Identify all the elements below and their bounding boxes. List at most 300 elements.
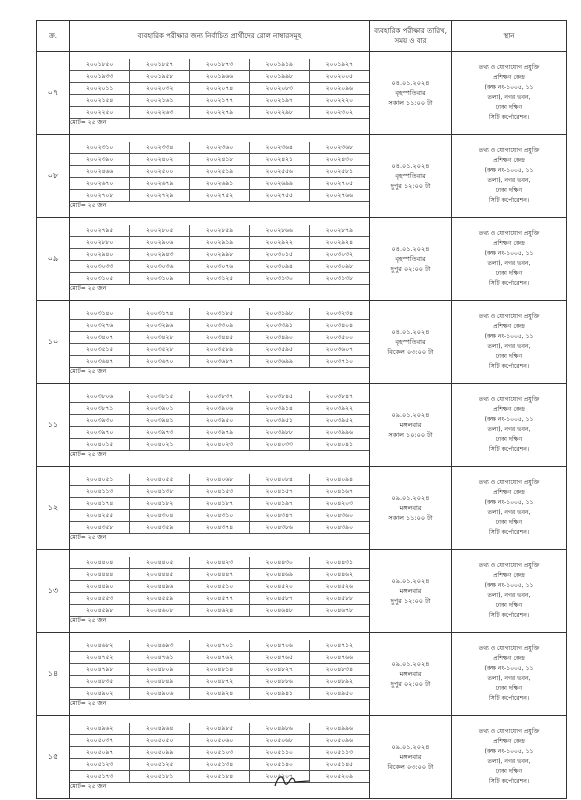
roll-number: ২০০৪৯৬২ bbox=[70, 723, 130, 735]
roll-row bbox=[70, 59, 369, 71]
roll-row bbox=[70, 225, 369, 237]
roll-number: ২০০৪০৫৫ bbox=[130, 474, 190, 486]
roll-numbers-cell bbox=[70, 218, 370, 301]
roll-number: ২০০২০০৫ bbox=[309, 71, 369, 83]
roll-row bbox=[70, 273, 369, 285]
roll-number: ২০০৪৪০৫ bbox=[130, 557, 190, 569]
roll-number: ২০০৪১১৩ bbox=[70, 486, 130, 498]
roll-number: ২০০৪৩৮৬ bbox=[249, 522, 309, 534]
roll-number: ২০০২৩৩৪ bbox=[130, 142, 190, 154]
roll-number: ২০০৪৪৯৬ bbox=[130, 581, 190, 593]
location-line: প্রশিক্ষণ কেন্দ্র bbox=[493, 240, 525, 247]
location-line: ঢাকা দক্ষিণ bbox=[495, 270, 523, 277]
exam-day: মঙ্গলবার bbox=[399, 421, 422, 429]
group-total: মোট= ২৫ জন bbox=[70, 451, 369, 460]
roll-grid bbox=[70, 723, 369, 791]
exam-location bbox=[452, 52, 567, 135]
exam-time: সকাল ১১:০০ টা bbox=[388, 99, 433, 107]
roll-number: ২০০৫১০৩ bbox=[190, 747, 250, 759]
roll-number: ২০০৫১২৫ bbox=[130, 759, 190, 771]
roll-row bbox=[70, 107, 369, 119]
schedule-group-row bbox=[37, 384, 567, 467]
roll-number: ২০০৪৪৪৭ bbox=[190, 569, 250, 581]
header-date-time: ব্যবহারিক পরীক্ষার তারিখ, সময় ও বার bbox=[370, 21, 452, 52]
exam-day: মঙ্গলবার bbox=[399, 753, 422, 761]
exam-location bbox=[452, 716, 567, 799]
location-line: সিটি কর্পোরেশন। bbox=[489, 197, 529, 204]
roll-grid bbox=[70, 640, 369, 708]
roll-number: ২০০৩৬০৭ bbox=[309, 344, 369, 356]
roll-number: ২০০৪৫২৬ bbox=[309, 581, 369, 593]
roll-number: ২০০৩০৩৩ bbox=[70, 261, 130, 273]
roll-number: ২০০৪৪২৩ bbox=[190, 557, 250, 569]
location-line: (কক্ষ নং-১০০৫, ১১ bbox=[484, 167, 534, 174]
location-line: প্রশিক্ষণ কেন্দ্র bbox=[493, 323, 525, 330]
roll-number: ২০০৪৯৮৫ bbox=[190, 723, 250, 735]
exam-date: ০৯.০১.২০২৪ bbox=[391, 494, 430, 502]
roll-number: ২০০২৩১০ bbox=[70, 142, 130, 154]
roll-number: ২০০২৯১৯ bbox=[190, 237, 250, 249]
roll-number: ২০০৪৮৮৬ bbox=[249, 676, 309, 688]
exam-datetime bbox=[370, 52, 452, 135]
location-line: প্রশিক্ষণ কেন্দ্র bbox=[493, 572, 525, 579]
roll-number: ২০০৪৩১০ bbox=[190, 510, 250, 522]
roll-numbers-cell bbox=[70, 716, 370, 799]
roll-number: ২০০৪০২১ bbox=[130, 439, 190, 451]
group-total: মোট= ২৫ জন bbox=[70, 534, 369, 543]
roll-number: ২০০১৯১৯ bbox=[249, 59, 309, 71]
exam-date: ০৪.০১.২০২৪ bbox=[391, 79, 430, 87]
roll-number: ২০০৩৯৩০ bbox=[70, 415, 130, 427]
roll-number: ২০০৪১৯৭ bbox=[249, 498, 309, 510]
roll-number: ২০০৩৯৫০ bbox=[190, 415, 250, 427]
roll-number: ২০০২৪৬৬ bbox=[70, 166, 130, 178]
roll-number: ২০০৪১৩৮ bbox=[130, 486, 190, 498]
group-total: মোট= ২৫ জন bbox=[70, 119, 369, 128]
location-line: তলা), নগর ভবন, bbox=[487, 592, 531, 599]
location-line: ঢাকা দক্ষিণ bbox=[495, 602, 523, 609]
roll-number: ২০০২৫৮১ bbox=[309, 166, 369, 178]
roll-number: ২০০৪৫৯৮ bbox=[70, 605, 130, 617]
roll-number: ২০০৫২০৯ bbox=[309, 771, 369, 783]
roll-number: ২০০২৪১৮ bbox=[190, 154, 250, 166]
location-line: ঢাকা দক্ষিণ bbox=[495, 519, 523, 526]
location-line: তলা), নগর ভবন, bbox=[487, 509, 531, 516]
roll-number: ২০০৩১৯৮ bbox=[249, 308, 309, 320]
roll-number: ২০০৩৬৭০ bbox=[130, 356, 190, 368]
roll-row bbox=[70, 154, 369, 166]
roll-number: ২০০৩৬৪৭ bbox=[70, 356, 130, 368]
roll-number: ২০০৫১৪০ bbox=[249, 759, 309, 771]
group-total: মোট= ২৫ জন bbox=[70, 700, 369, 709]
roll-number: ২০০৫০৬৮ bbox=[249, 735, 309, 747]
roll-number: ২০০৪৭৬৫ bbox=[249, 652, 309, 664]
roll-number: ২০০৩০৯৪ bbox=[249, 261, 309, 273]
roll-grid bbox=[70, 391, 369, 459]
location-line: সিটি কর্পোরেশন। bbox=[489, 695, 529, 702]
roll-grid bbox=[70, 474, 369, 542]
roll-number: ২০০৪৩৬০ bbox=[309, 510, 369, 522]
roll-number: ২০০৩৪০৪ bbox=[309, 320, 369, 332]
roll-number: ২০০৪৮৩৫ bbox=[70, 676, 130, 688]
roll-number: ২০০৩১৩০ bbox=[249, 273, 309, 285]
roll-number: ২০০৩০১৫ bbox=[249, 249, 309, 261]
roll-number: ২০০২৯৪৩ bbox=[130, 249, 190, 261]
roll-number: ২০০২০৭৪ bbox=[190, 83, 250, 95]
roll-number: ২০০২০৩২ bbox=[130, 83, 190, 95]
roll-number: ২০০৪৯৮৬ bbox=[249, 723, 309, 735]
roll-row bbox=[70, 356, 369, 368]
roll-number: ২০০২১৭৭ bbox=[190, 95, 250, 107]
roll-number: ২০০২৮৫৯ bbox=[190, 225, 250, 237]
roll-number: ২০০৪১৫৭ bbox=[249, 486, 309, 498]
location-line: তথ্য ও যোগাযোগ প্রযুক্তি bbox=[478, 562, 540, 569]
roll-row bbox=[70, 427, 369, 439]
roll-number: ২০০৪৯৪১ bbox=[249, 688, 309, 700]
roll-number: ২০০৪৭৬৬ bbox=[309, 652, 369, 664]
location-line: (কক্ষ নং-১০০৫, ১১ bbox=[484, 748, 534, 755]
roll-number: ২০০৪৮৪৯ bbox=[130, 676, 190, 688]
roll-number: ২০০৪৫২০ bbox=[249, 581, 309, 593]
roll-number: ২০০১৯৩৩ bbox=[70, 71, 130, 83]
location-line: সিটি কর্পোরেশন। bbox=[489, 446, 529, 453]
roll-number: ২০০৪৯৯৬ bbox=[309, 723, 369, 735]
location-line: (কক্ষ নং-১০০৫, ১১ bbox=[484, 250, 534, 257]
roll-number: ২০০২৮৬৬ bbox=[249, 225, 309, 237]
roll-numbers-cell bbox=[70, 550, 370, 633]
roll-row bbox=[70, 593, 369, 605]
roll-number: ২০০৪৫৫৯ bbox=[130, 593, 190, 605]
roll-number: ২০০৫১৮৪ bbox=[190, 771, 250, 783]
roll-number: ২০০৩৯৭৩ bbox=[130, 427, 190, 439]
exam-day: বৃহস্পতিবার bbox=[395, 255, 426, 263]
roll-number: ২০০২৭৯৫ bbox=[70, 225, 130, 237]
roll-number: ২০০৩৪৪৫ bbox=[190, 332, 250, 344]
exam-date: ০৯.০১.২০২৪ bbox=[391, 743, 430, 751]
location-line: তথ্য ও যোগাযোগ প্রযুক্তি bbox=[478, 396, 540, 403]
roll-number: ২০০২৮০৫ bbox=[130, 225, 190, 237]
roll-number: ২০০৪০১৫ bbox=[70, 439, 130, 451]
group-serial: ১৩ bbox=[37, 550, 70, 633]
location-line: তথ্য ও যোগাযোগ প্রযুক্তি bbox=[478, 64, 540, 71]
roll-number: ২০০৩১৭৪ bbox=[130, 308, 190, 320]
roll-row bbox=[70, 688, 369, 700]
roll-number: ২০০৪০৯৪ bbox=[309, 474, 369, 486]
roll-number: ২০০৪৯২৪ bbox=[190, 688, 250, 700]
roll-row bbox=[70, 344, 369, 356]
roll-number: ২০০৫০৬০ bbox=[190, 735, 250, 747]
roll-number: ২০০৪৩৪৭ bbox=[249, 510, 309, 522]
roll-number: ২০০৩৫০০ bbox=[309, 332, 369, 344]
roll-number: ২০০৩১২৫ bbox=[190, 273, 250, 285]
location-line: তথ্য ও যোগাযোগ প্রযুক্তি bbox=[478, 479, 540, 486]
roll-row bbox=[70, 320, 369, 332]
roll-number: ২০০২৯০৬ bbox=[130, 237, 190, 249]
roll-number: ২০০২৫০০ bbox=[130, 166, 190, 178]
roll-number: ২০০৩১৩৮ bbox=[309, 273, 369, 285]
location-line: ঢাকা দক্ষিণ bbox=[495, 104, 523, 111]
roll-number: ২০০৩৯০৬ bbox=[190, 403, 250, 415]
group-serial: ১০ bbox=[37, 301, 70, 384]
roll-number: ২০০২৭৫২ bbox=[190, 190, 250, 202]
roll-number: ২০০৪২০৩ bbox=[309, 498, 369, 510]
exam-location bbox=[452, 467, 567, 550]
roll-number: ২০০৩৬৯৯ bbox=[249, 356, 309, 368]
group-total: মোট= ২৫ জন bbox=[70, 783, 369, 792]
location-line: ঢাকা দক্ষিণ bbox=[495, 685, 523, 692]
roll-number: ২০০৩৯৭৯ bbox=[190, 427, 250, 439]
roll-row bbox=[70, 723, 369, 735]
roll-row bbox=[70, 569, 369, 581]
roll-row bbox=[70, 771, 369, 783]
roll-number: ২০০৪৪৩১ bbox=[309, 557, 369, 569]
roll-number: ২০০৩৯২২ bbox=[309, 403, 369, 415]
schedule-group-row bbox=[37, 467, 567, 550]
exam-date: ০৯.০১.২০২৪ bbox=[391, 411, 430, 419]
roll-number: ২০০২৭২৯ bbox=[130, 190, 190, 202]
roll-number: ২০০১৮৫৭ bbox=[130, 59, 190, 71]
group-serial: ১৪ bbox=[37, 633, 70, 716]
exam-time: সকাল ১১:০০ টা bbox=[388, 514, 433, 522]
roll-row bbox=[70, 249, 369, 261]
location-line: (কক্ষ নং-১০০৫, ১১ bbox=[484, 665, 534, 672]
roll-number: ২০০২০১১ bbox=[70, 83, 130, 95]
roll-number: ২০০২৪০২ bbox=[130, 154, 190, 166]
roll-row bbox=[70, 178, 369, 190]
exam-time: বিকেল ০৩:০০ টা bbox=[387, 348, 434, 356]
roll-number: ২০০৩৪০৭ bbox=[70, 332, 130, 344]
roll-number: ২০০২৩৯০ bbox=[70, 154, 130, 166]
exam-datetime bbox=[370, 550, 452, 633]
exam-day: বৃহস্পতিবার bbox=[395, 89, 426, 97]
schedule-group-row bbox=[37, 218, 567, 301]
roll-number: ২০০২১৬১ bbox=[130, 95, 190, 107]
exam-date: ০৪.০১.২০২৪ bbox=[391, 328, 430, 336]
roll-number: ২০০২২৭৯ bbox=[190, 107, 250, 119]
roll-number: ২০০৩১৪০ bbox=[70, 308, 130, 320]
roll-number: ২০০২০৮৩ bbox=[249, 83, 309, 95]
roll-numbers-cell bbox=[70, 301, 370, 384]
roll-number: ২০০৪৭৫২ bbox=[70, 652, 130, 664]
roll-row bbox=[70, 142, 369, 154]
group-total: মোট= ২৫ জন bbox=[70, 368, 369, 377]
roll-number: ২০০৪৫৭৭ bbox=[190, 593, 250, 605]
location-line: তথ্য ও যোগাযোগ প্রযুক্তি bbox=[478, 147, 540, 154]
roll-number: ২০০২২৯৮ bbox=[249, 107, 309, 119]
roll-number: ২০০১৯৬৬ bbox=[190, 71, 250, 83]
location-line: সিটি কর্পোরেশন। bbox=[489, 114, 529, 121]
roll-numbers-cell bbox=[70, 52, 370, 135]
group-serial: ০৭ bbox=[37, 52, 70, 135]
exam-day: বৃহস্পতিবার bbox=[395, 172, 426, 180]
roll-number: ২০০৪৬২৪ bbox=[190, 605, 250, 617]
roll-number: ২০০৪৬৪৮ bbox=[249, 605, 309, 617]
roll-number: ২০০২৪৩০ bbox=[309, 154, 369, 166]
roll-number: ২০০২৬৭৯ bbox=[130, 178, 190, 190]
exam-day: বৃহস্পতিবার bbox=[395, 338, 426, 346]
location-line: তলা), নগর ভবন, bbox=[487, 675, 531, 682]
roll-row bbox=[70, 486, 369, 498]
roll-number: ২০০৪৩০৪ bbox=[130, 510, 190, 522]
roll-number: ২০০৩৯৯৬ bbox=[309, 427, 369, 439]
location-line: প্রশিক্ষণ কেন্দ্র bbox=[493, 489, 525, 496]
roll-number: ২০০২৪২১ bbox=[249, 154, 309, 166]
roll-number: ২০০৫১৭৩ bbox=[70, 771, 130, 783]
exam-datetime bbox=[370, 716, 452, 799]
roll-number: ২০০৪০২৩ bbox=[190, 439, 250, 451]
roll-number: ২০০২৫১৯ bbox=[190, 166, 250, 178]
roll-row bbox=[70, 557, 369, 569]
exam-datetime bbox=[370, 135, 452, 218]
roll-number: ২০০৫২০৭ bbox=[249, 771, 309, 783]
exam-date: ০৯.০১.২০২৪ bbox=[391, 660, 430, 668]
roll-number: ২০০৫০৯৯ bbox=[130, 747, 190, 759]
location-line: প্রশিক্ষণ কেন্দ্র bbox=[493, 406, 525, 413]
roll-number: ২০০২৮৭৯ bbox=[309, 225, 369, 237]
roll-number: ২০০৩১০৫ bbox=[70, 273, 130, 285]
roll-number: ২০০১৮৫০ bbox=[70, 59, 130, 71]
roll-number: ২০০৫০৫০ bbox=[130, 735, 190, 747]
roll-number: ২০০৩৫২৮ bbox=[130, 344, 190, 356]
roll-number: ২০০২৬৯৯ bbox=[249, 178, 309, 190]
roll-numbers-cell bbox=[70, 135, 370, 218]
roll-row bbox=[70, 190, 369, 202]
exam-location bbox=[452, 384, 567, 467]
roll-number: ২০০৪৭৬২ bbox=[190, 652, 250, 664]
roll-number: ২০০২৫৫৬ bbox=[249, 166, 309, 178]
roll-number: ২০০৩৮৪৫ bbox=[249, 391, 309, 403]
roll-number: ২০০৩৪৯০ bbox=[249, 332, 309, 344]
roll-number: ২০০৩৬৮৭ bbox=[190, 356, 250, 368]
roll-row bbox=[70, 95, 369, 107]
roll-number: ২০০৪৩৫৯ bbox=[130, 522, 190, 534]
roll-number: ২০০৪৪৪৪ bbox=[70, 569, 130, 581]
exam-time: বিকেল ০৩:০০ টা bbox=[387, 763, 434, 771]
location-line: ঢাকা দক্ষিণ bbox=[495, 353, 523, 360]
roll-row bbox=[70, 332, 369, 344]
roll-number: ২০০২৮৮০ bbox=[70, 237, 130, 249]
group-total: মোট= ২৫ জন bbox=[70, 202, 369, 211]
exam-location bbox=[452, 301, 567, 384]
group-total: মোট= ২৫ জন bbox=[70, 617, 369, 626]
roll-row bbox=[70, 83, 369, 95]
roll-number: ২০০৪৮২৭ bbox=[249, 664, 309, 676]
roll-number: ২০০৩৮৭১ bbox=[70, 403, 130, 415]
roll-number: ২০০৩৫৮৯ bbox=[190, 344, 250, 356]
roll-row bbox=[70, 237, 369, 249]
header-location: স্থান bbox=[452, 21, 567, 52]
exam-location bbox=[452, 218, 567, 301]
exam-datetime bbox=[370, 633, 452, 716]
header-serial: ক্র. bbox=[37, 21, 70, 52]
roll-grid bbox=[70, 225, 369, 293]
roll-number: ২০০৪৮১৪ bbox=[190, 664, 250, 676]
roll-number: ২০০২১৫৪ bbox=[70, 95, 130, 107]
roll-number: ২০০৪৭৬১ bbox=[130, 652, 190, 664]
roll-number: ২০০২৩৬০ bbox=[190, 142, 250, 154]
roll-number: ২০০৪৯০২ bbox=[70, 688, 130, 700]
roll-row bbox=[70, 166, 369, 178]
roll-number: ২০০২৯২৪ bbox=[309, 237, 369, 249]
roll-row bbox=[70, 522, 369, 534]
roll-number: ২০০৪০৮৪ bbox=[249, 474, 309, 486]
exam-location bbox=[452, 135, 567, 218]
location-line: প্রশিক্ষণ কেন্দ্র bbox=[493, 738, 525, 745]
roll-row bbox=[70, 640, 369, 652]
location-line: প্রশিক্ষণ কেন্দ্র bbox=[493, 157, 525, 164]
roll-number: ২০০৫০৩৭ bbox=[70, 735, 130, 747]
location-line: (কক্ষ নং-১০০৫, ১১ bbox=[484, 333, 534, 340]
location-line: ঢাকা দক্ষিণ bbox=[495, 768, 523, 775]
roll-number: ২০০১৯৫৮ bbox=[130, 71, 190, 83]
location-line: সিটি কর্পোরেশন। bbox=[489, 529, 529, 536]
roll-number: ২০০২৭০৫ bbox=[309, 178, 369, 190]
exam-datetime bbox=[370, 384, 452, 467]
location-line: সিটি কর্পোরেশন। bbox=[489, 612, 529, 619]
roll-number: ২০০৪৪৯০ bbox=[70, 581, 130, 593]
roll-row bbox=[70, 510, 369, 522]
roll-number: ২০০২১৯৭ bbox=[249, 95, 309, 107]
roll-number: ২০০৪৭০১ bbox=[190, 640, 250, 652]
roll-number: ২০০৩৮১৫ bbox=[130, 391, 190, 403]
roll-number: ২০০৫১১০ bbox=[249, 747, 309, 759]
roll-row bbox=[70, 391, 369, 403]
schedule-group-row bbox=[37, 550, 567, 633]
roll-number: ২০০৩৯০১ bbox=[130, 403, 190, 415]
group-serial: ১৫ bbox=[37, 716, 70, 799]
roll-number: ২০০৪৭১২ bbox=[309, 640, 369, 652]
roll-number: ২০০৩৯৪১ bbox=[130, 415, 190, 427]
roll-number: ২০০৪৮৭২ bbox=[190, 676, 250, 688]
roll-grid bbox=[70, 142, 369, 210]
location-line: তলা), নগর ভবন, bbox=[487, 426, 531, 433]
roll-row bbox=[70, 652, 369, 664]
location-line: সিটি কর্পোরেশন। bbox=[489, 778, 529, 785]
location-line: তলা), নগর ভবন, bbox=[487, 177, 531, 184]
location-line: (কক্ষ নং-১০০৫, ১১ bbox=[484, 416, 534, 423]
roll-row bbox=[70, 581, 369, 593]
roll-number: ২০০৪০৩৩ bbox=[249, 439, 309, 451]
roll-number: ২০০২২৬৩ bbox=[130, 107, 190, 119]
roll-number: ২০০৪৯৬৪ bbox=[130, 723, 190, 735]
roll-number: ২০০৪৬০৮ bbox=[130, 605, 190, 617]
exam-datetime bbox=[370, 218, 452, 301]
roll-row bbox=[70, 261, 369, 273]
roll-number: ২০০৪৪৬৯ bbox=[249, 569, 309, 581]
exam-location bbox=[452, 633, 567, 716]
roll-number: ২০০৩২৯৬ bbox=[130, 320, 190, 332]
roll-number: ২০০২৬৯১ bbox=[190, 178, 250, 190]
roll-row bbox=[70, 759, 369, 771]
roll-number: ২০০১৮৭৩ bbox=[190, 59, 250, 71]
roll-number: ২০০৩২৩৪ bbox=[309, 308, 369, 320]
roll-number: ২০০৩৪২৮ bbox=[130, 332, 190, 344]
roll-row bbox=[70, 735, 369, 747]
roll-grid bbox=[70, 59, 369, 127]
exam-date: ০৯.০১.২০২৪ bbox=[391, 577, 430, 585]
roll-number: ২০০২৯২২ bbox=[249, 237, 309, 249]
roll-number: ২০০৫১৩৪ bbox=[190, 759, 250, 771]
roll-number: ২০০৪৭০৬ bbox=[249, 640, 309, 652]
roll-number: ২০০৪৫৮৭ bbox=[249, 593, 309, 605]
group-serial: ১১ bbox=[37, 384, 70, 467]
location-line: তলা), নগর ভবন, bbox=[487, 343, 531, 350]
roll-number: ২০০৩৩০৯ bbox=[190, 320, 250, 332]
exam-time: দুপুর ১২:০০ টা bbox=[390, 182, 431, 190]
location-line: প্রশিক্ষণ কেন্দ্র bbox=[493, 74, 525, 81]
roll-number: ২০০৫১২৩ bbox=[70, 759, 130, 771]
exam-day: মঙ্গলবার bbox=[399, 504, 422, 512]
